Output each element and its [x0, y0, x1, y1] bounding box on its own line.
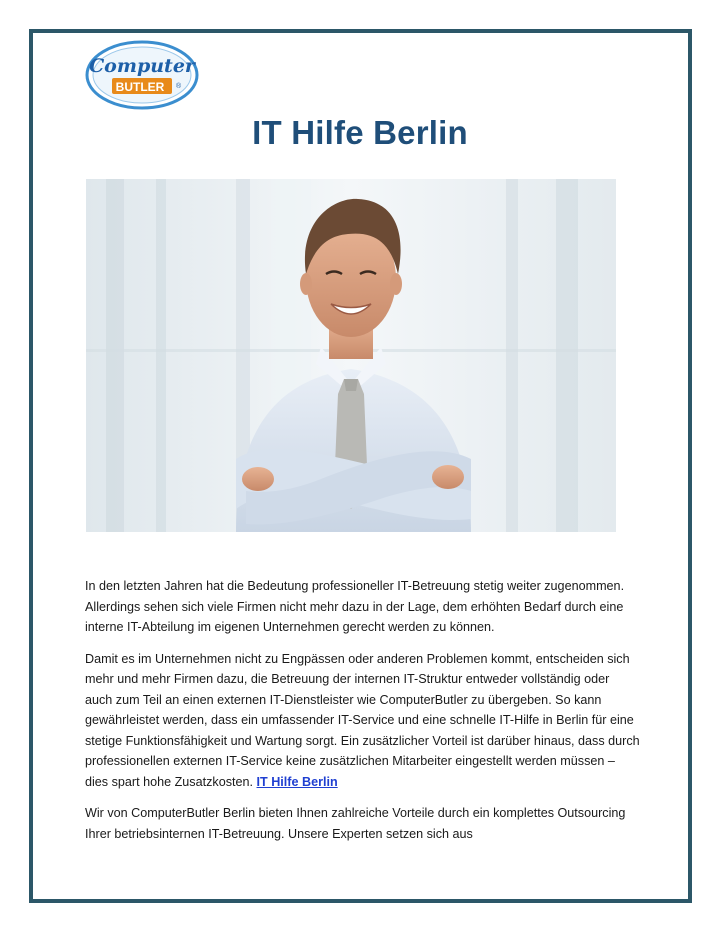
page-title: IT Hilfe Berlin [252, 114, 468, 151]
logo-registered-mark: ® [176, 83, 182, 90]
logo-word-bottom: BUTLER [115, 80, 165, 94]
paragraph-outsourcing [85, 649, 640, 793]
company-logo [85, 40, 200, 110]
it-hilfe-berlin-link[interactable]: IT Hilfe Berlin [256, 774, 338, 789]
paragraph-benefits: Wir von ComputerButler Berlin bieten Ihnen zahlreiche Vorteile durch ein komplettes Outsourcing Ihrer betriebsinternen IT-Betreuung. Unsere Experten setzen sich aus [85, 806, 626, 841]
article-body [85, 576, 640, 855]
paragraph-intro: In den letzten Jahren hat die Bedeutung professioneller IT-Betreuung stetig weiter zugenommen. Allerdings sehen sich viele Firmen nicht mehr dazu in der Lage, dem erhöhten Bedarf durch eine interne IT-Abteilung im eigenen Unternehmen gerecht werden zu können. [85, 579, 625, 634]
logo-word-top: Computer [89, 55, 195, 77]
paragraph-outsourcing-text: Damit es im Unternehmen nicht zu Engpässen oder anderen Problemen kommt, entscheiden sich mehr und mehr Firmen dazu, die Betreuung der internen IT-Struktur entweder vollständig oder auch zum Teil an einen externen IT-Dienstleister wie ComputerButler zu übergeben. So kann gewährleistet werden, dass ein umfassender IT-Service und eine schnelle IT-Hilfe in Berlin für eine stetige Funktionsfähigkeit und Wartung sorgt. Ein zusätzlicher Vorteil ist darüber hinaus, dass durch professionellen externen IT-Service keine zusätzlichen Mitarbeiter eingestellt werden müssen – dies spart hohe Zusatzkosten. [85, 651, 640, 789]
smiling-businessman-photo [86, 179, 616, 532]
